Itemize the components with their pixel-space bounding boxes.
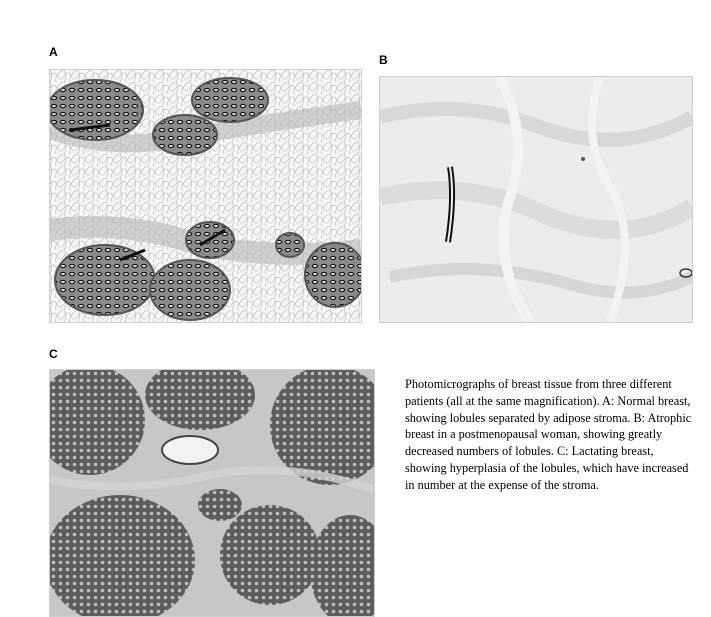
photomicrograph-a: [49, 69, 362, 323]
photomicrograph-c: [49, 369, 375, 617]
photomicrograph-a-image: [50, 70, 361, 322]
panel-label-b: B: [379, 53, 388, 67]
panel-label-c: C: [49, 347, 58, 361]
photomicrograph-c-image: [50, 370, 374, 616]
figure-caption: Photomicrographs of breast tissue from three different patients (all at the same magnification). A: Normal breast, showing lobules separated by adipose stroma. B: Atrophic breast in a postmenopausal woman, showing greatly decreased numbers of lobules. C: Lactating breast, showing hyperplasia of the lobules, which have increased in number at the expense of the stroma.: [405, 377, 692, 492]
photomicrograph-b-image: [380, 77, 692, 322]
panel-label-a: A: [49, 45, 58, 59]
photomicrograph-b: [379, 76, 693, 323]
